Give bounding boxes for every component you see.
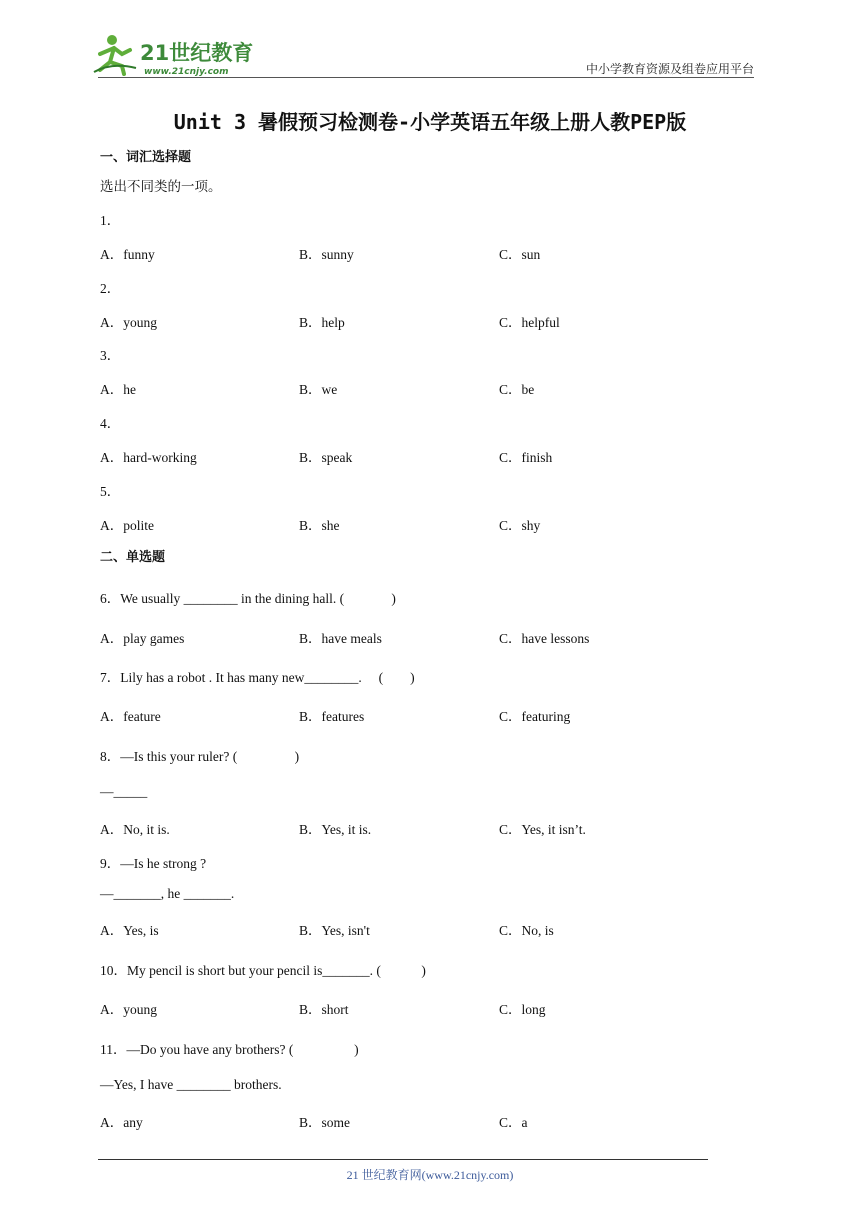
- question-stem: 10．My pencil is short but your pencil is_______. ( ): [100, 963, 426, 978]
- option-b: B．Yes, isn't: [299, 923, 370, 938]
- section1-heading: 一、词汇选择题: [100, 150, 192, 165]
- option-b: B．some: [299, 1115, 351, 1130]
- question-number: 1．: [100, 213, 121, 228]
- option-b: B．short: [299, 1002, 349, 1017]
- option-a: A．Yes, is: [100, 923, 159, 938]
- section2-heading: 二、单选题: [100, 550, 166, 565]
- header-divider: [98, 77, 754, 78]
- question-stem: 9．—Is he strong ?: [100, 856, 207, 871]
- section1-instruction: 选出不同类的一项。: [100, 179, 222, 194]
- option-a: A．young: [100, 1002, 157, 1017]
- option-c: C．No, is: [499, 923, 554, 938]
- logo-url: www.21cnjy.com: [144, 67, 229, 77]
- option-a: A．he: [100, 382, 136, 397]
- option-b: B．we: [299, 382, 338, 397]
- option-a: A．play games: [100, 631, 185, 646]
- answer-blank: —_______, he _______.: [100, 886, 235, 901]
- question-stem: 8．—Is this your ruler? ( ): [100, 749, 300, 764]
- footer-divider: [98, 1159, 708, 1160]
- question-stem: 6．We usually ________ in the dining hall. ( ): [100, 591, 396, 606]
- option-a: A．polite: [100, 518, 154, 533]
- option-b: B．help: [299, 315, 345, 330]
- runner-logo-icon: [92, 32, 262, 78]
- option-b: B．Yes, it is.: [299, 822, 372, 837]
- option-c: C．long: [499, 1002, 546, 1017]
- question-number: 5．: [100, 484, 121, 499]
- logo-text: 21世纪教育: [140, 41, 254, 65]
- option-b: B．sunny: [299, 247, 354, 262]
- page-title: Unit 3 暑假预习检测卷-小学英语五年级上册人教PEP版: [173, 110, 687, 134]
- option-a: A．hard-working: [100, 450, 197, 465]
- option-a: A．funny: [100, 247, 155, 262]
- option-c: C．helpful: [499, 315, 560, 330]
- option-c: C．finish: [499, 450, 553, 465]
- question-number: 4．: [100, 416, 121, 431]
- option-c: C．Yes, it isn’t.: [499, 822, 586, 837]
- answer-line: —Yes, I have ________ brothers.: [100, 1077, 282, 1092]
- platform-name: 中小学教育资源及组卷应用平台: [585, 62, 754, 76]
- option-c: C．sun: [499, 247, 541, 262]
- footer-link[interactable]: 21 世纪教育网(www.21cnjy.com): [346, 1168, 514, 1182]
- option-c: C．have lessons: [499, 631, 590, 646]
- option-b: B．she: [299, 518, 340, 533]
- option-a: A．young: [100, 315, 157, 330]
- logo: [92, 32, 262, 78]
- option-a: A．feature: [100, 709, 161, 724]
- option-c: C．be: [499, 382, 535, 397]
- option-c: C．a: [499, 1115, 528, 1130]
- option-b: B．speak: [299, 450, 353, 465]
- option-b: B．have meals: [299, 631, 382, 646]
- question-stem: 7．Lily has a robot . It has many new________. ( ): [100, 670, 415, 685]
- option-a: A．any: [100, 1115, 143, 1130]
- question-number: 2．: [100, 281, 121, 296]
- option-c: C．shy: [499, 518, 541, 533]
- answer-blank: —_____: [100, 784, 148, 799]
- option-a: A．No, it is.: [100, 822, 170, 837]
- question-number: 3．: [100, 348, 121, 363]
- question-stem: 11．—Do you have any brothers? ( ): [100, 1042, 359, 1057]
- option-c: C．featuring: [499, 709, 571, 724]
- option-b: B．features: [299, 709, 365, 724]
